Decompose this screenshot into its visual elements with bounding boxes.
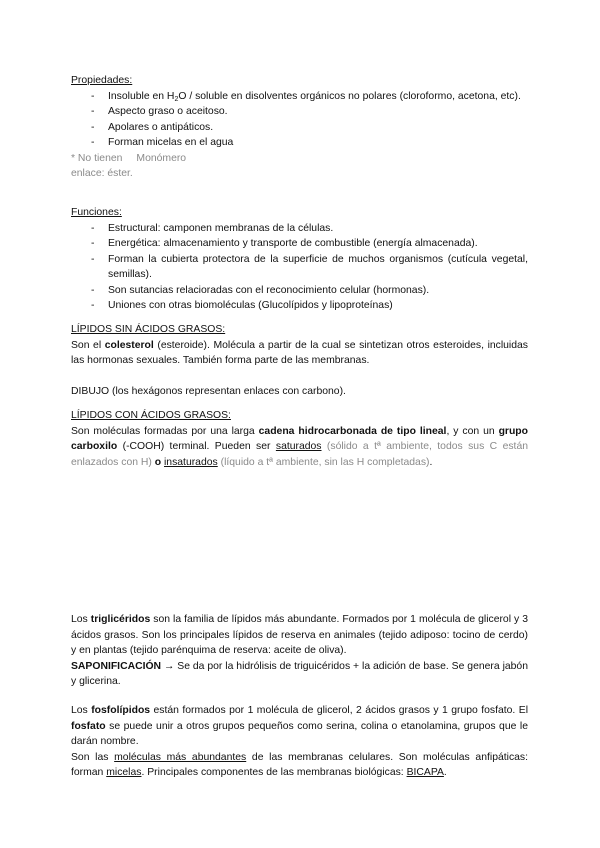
funciones-list bbox=[71, 221, 528, 314]
paragraph: Son moléculas formadas por una larga cadena hidrocarbonada de tipo lineal, y con un grupo carboxilo (-COOH) terminal. Pueden ser saturados (sólido a tª ambiente, todos sus C están enlazados con H) o insaturados (líquido a tª ambiente, sin las H completadas). bbox=[71, 425, 528, 468]
list-item: - Forman la cubierta protectora de la superficie de muchos organismos (cutícula vegetal, semillas). bbox=[71, 252, 528, 283]
funciones-section bbox=[71, 205, 528, 314]
paragraph: Los triglicéridos son la familia de lípidos más abundante. Formados por 1 molécula de glicerol y 3 ácidos grasos. Son los principales lípidos de reserva en animales (tejido adiposo: tocino de cerdo) y en plantas (tejido parénquima de reserva: aceite de oliva). bbox=[71, 614, 529, 656]
fosfolipidos-section bbox=[71, 703, 528, 781]
list-item: - Apolares o antipáticos. bbox=[71, 120, 528, 136]
paragraph: Son el colesterol (esteroide). Molécula a partir de la cual se sintetizan otros esteroides, incluidas las hormonas sexuales. También forma parte de las membranas. bbox=[71, 339, 528, 366]
list-item: - Estructural: camponen membranas de la células. bbox=[71, 221, 528, 237]
trigliceridos-section bbox=[71, 612, 528, 690]
sin-acidos-heading: LÍPIDOS SIN ÁCIDOS GRASOS: bbox=[71, 324, 226, 335]
con-acidos-heading: LÍPIDOS CON ÁCIDOS GRASOS: bbox=[71, 410, 231, 421]
propiedades-section bbox=[71, 73, 528, 182]
propiedades-heading: Propiedades: bbox=[71, 75, 133, 86]
list-item: - Energética: almacenamiento y transporte de combustible (energía almacenada). bbox=[71, 236, 528, 252]
list-item: - Uniones con otras biomoléculas (Glucolípidos y lipoproteínas) bbox=[71, 298, 528, 314]
paragraph: Los fosfolípidos están formados por 1 molécula de glicerol, 2 ácidos grasos y 1 grupo fosfato. El fosfato se puede unir a otros grupos pequeños como serina, colina o etanolamina, grupos que le darán nombre. bbox=[71, 705, 528, 747]
list-item: - Son sutancias relacioradas con el reconocimiento celular (hormonas). bbox=[71, 283, 528, 299]
funciones-heading: Funciones: bbox=[71, 207, 122, 218]
dibujo-line: DIBUJO (los hexágonos representan enlaces con carbono). bbox=[71, 385, 346, 397]
list-item: - Aspecto graso o aceitoso. bbox=[71, 104, 528, 120]
list-item: - Insoluble en $H_2O$ / soluble en disolventes orgánicos no polares (cloroformo, acetona, etc). bbox=[71, 89, 528, 105]
sin-acidos-section bbox=[71, 322, 528, 399]
note-line: enlace: éster. bbox=[71, 168, 133, 179]
con-acidos-section bbox=[71, 408, 528, 470]
paragraph: Son las moléculas más abundantes de las membranas celulares. Son moléculas anfipáticas: forman micelas. Principales componentes de las membranas biológicas: BICAPA. bbox=[71, 751, 528, 778]
paragraph: SAPONIFICACIÓN → Se da por la hidrólisis de triguicéridos + la adición de base. Se genera jabón y glicerina. bbox=[71, 660, 528, 687]
note-line: * No tienen Monómero bbox=[71, 152, 187, 164]
propiedades-list bbox=[71, 89, 528, 151]
list-item: - Forman micelas en el agua bbox=[71, 135, 528, 151]
